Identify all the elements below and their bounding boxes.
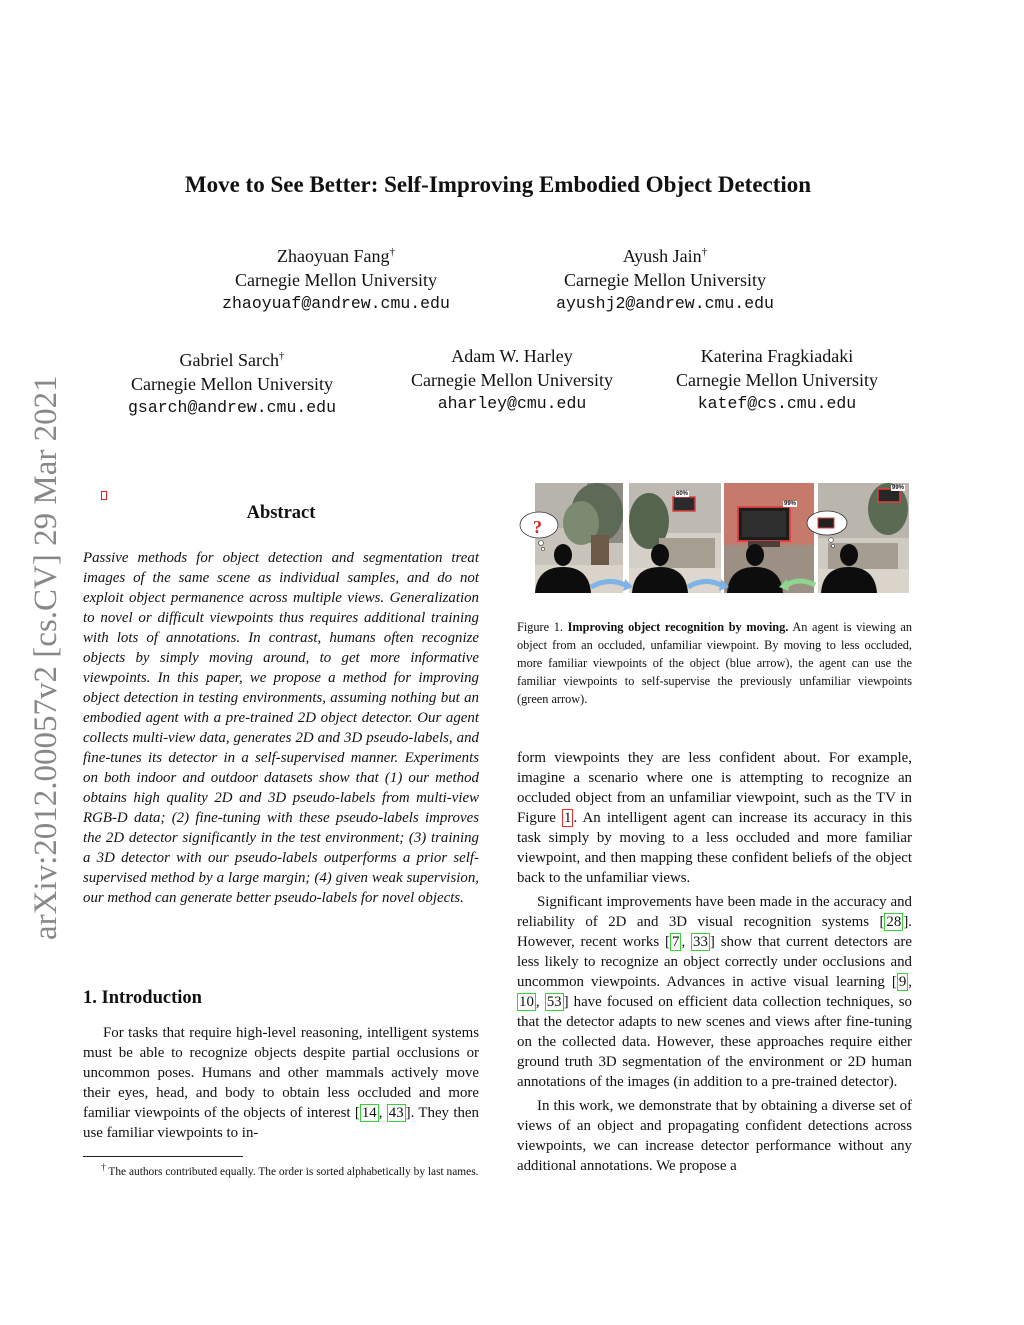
link-marker	[101, 491, 107, 500]
person-silhouette-icon	[821, 544, 877, 593]
citation-link[interactable]: 43	[388, 1105, 404, 1121]
person-silhouette-icon	[727, 544, 783, 593]
footnote-text: The authors contributed equally. The order is sorted alphabetically by last names.	[105, 1165, 479, 1178]
author-email: zhaoyuaf@andrew.cmu.edu	[222, 294, 450, 313]
citation-link[interactable]: 53	[546, 994, 562, 1010]
caption-text: An agent is viewing an object from an occluded, unfamiliar viewpoint. By moving to less occluded, more familiar viewpoints of the object (blue arrow), the agent can use the familiar viewpoints to self-supervise the previously unfamiliar viewpoints (green arrow).	[517, 620, 913, 706]
person-silhouette-icon	[632, 544, 688, 593]
author-affiliation: Carnegie Mellon University	[676, 370, 878, 390]
author-affiliation: Carnegie Mellon University	[235, 270, 437, 290]
footnote-mark: †	[101, 1163, 106, 1173]
abstract-heading: Abstract	[246, 503, 316, 523]
detection-score: 60%	[676, 491, 689, 497]
footnote	[83, 1160, 479, 1180]
section-heading-introduction: 1. Introduction	[83, 988, 202, 1008]
author-block	[196, 240, 476, 316]
author-affiliation: Carnegie Mellon University	[131, 374, 333, 394]
citation-link[interactable]: 33	[693, 934, 708, 950]
blue-arrow-icon	[591, 579, 633, 591]
author-name: Ayush Jain	[622, 246, 702, 266]
citation-link[interactable]: 10	[519, 994, 534, 1010]
author-name: Gabriel Sarch	[179, 350, 279, 370]
paragraph: In this work, we demonstrate that by obtaining a diverse set of views of an object and propagating confident detections across viewpoints, we can increase detector performance without any additional annotations. We propose a	[517, 1098, 912, 1174]
author-mark: †	[389, 246, 395, 258]
citation-link[interactable]: 9	[898, 974, 907, 990]
detection-score: 99%	[892, 485, 905, 491]
question-mark-icon: ?	[533, 517, 542, 537]
author-mark: †	[701, 246, 708, 258]
green-arrow-icon	[779, 579, 815, 591]
citation-link[interactable]: 28	[886, 914, 902, 930]
thought-bubble-icon	[807, 511, 847, 548]
author-email: aharley@cmu.edu	[437, 394, 587, 413]
author-name: Zhaoyuan Fang	[277, 246, 390, 266]
citation-link[interactable]: 14	[361, 1105, 377, 1121]
figure-reference-link[interactable]: 1	[564, 810, 572, 826]
paragraph: form viewpoints they are less confident about. For example, imagine a scenario where one is attempting to recognize an occluded object from an unfamiliar viewpoint, such as the TV in Figure 1 . An intelligent agent can increase its accuracy in this task simply by moving to a less occluded and more familiar viewpoint, and then mapping these confident beliefs of the object back to the unfamiliar views.	[517, 750, 912, 886]
author-block	[525, 240, 805, 316]
figure-caption	[517, 618, 912, 708]
intro-paragraph: For tasks that require high-level reasoning, intelligent systems must be able to recognize objects despite partial occlusions or uncommon poses. Humans and other mammals actively move their eyes, head, and body to obtain less occluded and more familiar viewpoints of the objects of interest [ 14 , 43 ]. They then use familiar viewpoints to in-	[83, 1025, 479, 1141]
abstract-text: Passive methods for object detection and segmentation treat images of the same scene as individual samples, and do not exploit object permanence across multiple views. Generalization to novel or difficult viewpoints thus requires additional training with lots of annotations. In contrast, humans often recognize objects by simply moving around, to get more informative viewpoints. In this paper, we propose a method for improving object detection in testing environments, assuming nothing but an embodied agent with a pre-trained 2D object detector. Our agent collects multi-view data, generates 2D and 3D pseudo-labels, and fine-tunes its detector in a self-supervised manner. Experiments on both indoor and outdoor datasets show that (1) our method obtains high quality 2D and 3D pseudo-labels from multi-view RGB-D data; (2) fine-tuning with these pseudo-labels improves the 2D detector significantly in the test environment; (3) training a 3D detector with our pseudo-labels outperforms a prior self-supervised method by a large margin; (4) given weak supervision, our method can generate better pseudo-labels for novel objects.	[83, 550, 479, 906]
author-name: Adam W. Harley	[451, 346, 573, 366]
citation-link[interactable]: 7	[671, 934, 680, 950]
footnote-rule	[83, 1156, 243, 1157]
arxiv-stamp	[22, 300, 66, 960]
figure-1	[519, 483, 909, 593]
author-email: ayushj2@andrew.cmu.edu	[556, 294, 774, 313]
person-silhouette-icon	[535, 544, 591, 593]
caption-title: Improving object recognition by moving.	[567, 620, 789, 634]
paragraph: Significant improvements have been made in the accuracy and reliability of 2D and 3D visual recognition systems [ 28 ]. However, recent works [ 7 , 33 ] show that current detectors are less likely to recognize an object correctly under occlusions and uncommon viewpoints. Advances in active visual learning [ 9 , 10 , 53 ] have focused on efficient data collection techniques, so that the detector adapts to new scenes and views after fine-tuning on the collected data. However, these approaches require either ground truth 3D segmentation of the environment or 2D human annotations of the images (in addition to a pre-trained detector).	[517, 894, 912, 1090]
detection-score: 99%	[784, 501, 797, 507]
author-mark: †	[278, 350, 285, 362]
author-affiliation: Carnegie Mellon University	[411, 370, 613, 390]
author-name: Katerina Fragkiadaki	[700, 346, 854, 366]
blue-arrow-icon	[688, 579, 729, 591]
author-email: katef@cs.cmu.edu	[697, 394, 857, 413]
author-email: gsarch@andrew.cmu.edu	[128, 398, 336, 417]
caption-label: Figure 1.	[517, 620, 563, 634]
paper-title: Move to See Better: Self-Improving Embodied Object Detection	[184, 172, 812, 197]
author-block	[652, 344, 902, 416]
arxiv-stamp-text: arXiv:2012.00057v2 [cs.CV] 29 Mar 2021	[28, 375, 64, 940]
author-block	[387, 344, 637, 416]
right-column-text	[517, 748, 912, 1180]
author-affiliation: Carnegie Mellon University	[564, 270, 766, 290]
author-block	[97, 344, 367, 420]
